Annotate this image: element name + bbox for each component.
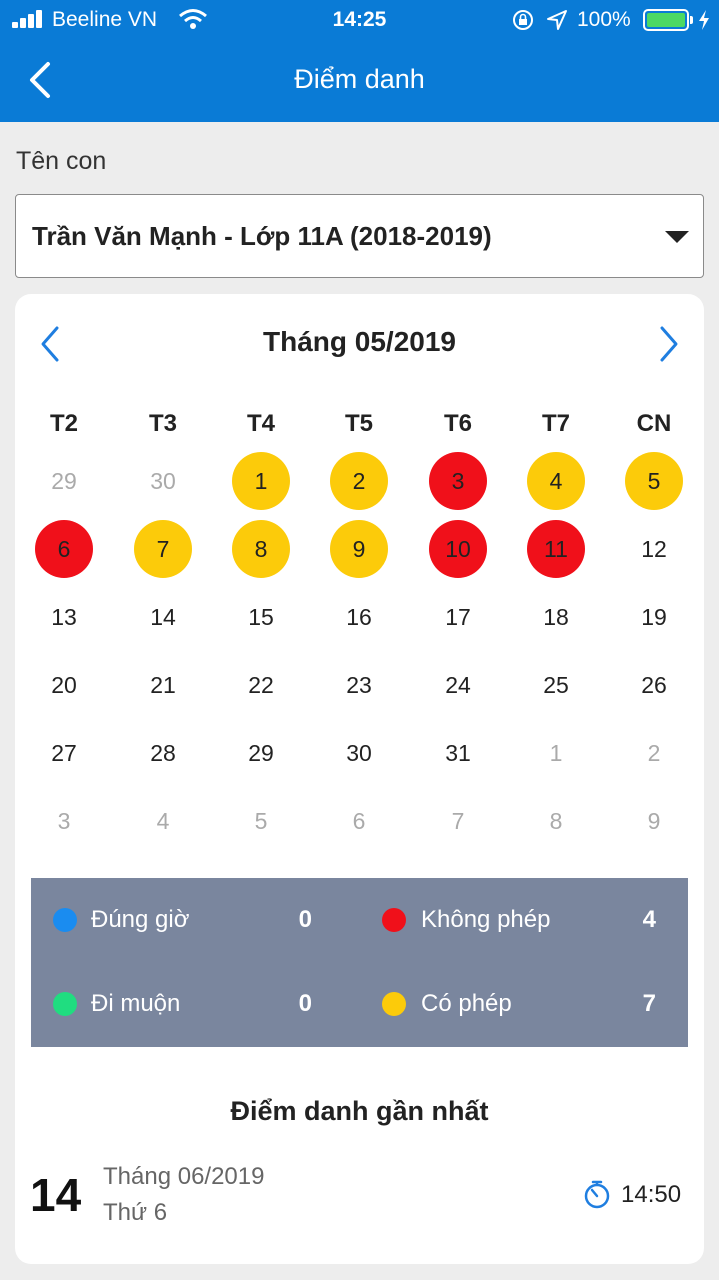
- recent-month: Tháng 06/2019: [103, 1163, 265, 1190]
- calendar-day[interactable]: 30: [346, 740, 372, 766]
- legend-on-time-label: Đúng giờ: [91, 906, 190, 933]
- calendar-day[interactable]: 22: [248, 672, 274, 698]
- calendar-day[interactable]: 4: [156, 808, 170, 834]
- calendar-day[interactable]: 2: [647, 740, 661, 766]
- recent-attendance-title: Điểm danh gần nhất: [230, 1096, 489, 1126]
- weekday-label: T5: [344, 410, 373, 437]
- calendar-day[interactable]: 18: [543, 604, 569, 630]
- calendar-day[interactable]: 9: [330, 520, 388, 578]
- calendar-day[interactable]: 4: [527, 452, 585, 510]
- app-header: [0, 0, 719, 122]
- calendar-day[interactable]: 23: [346, 672, 372, 698]
- legend-unexcused-count: 4: [642, 906, 656, 933]
- recent-weekday: Thứ 6: [103, 1199, 168, 1226]
- calendar-day[interactable]: 29: [51, 468, 77, 494]
- calendar-day[interactable]: 12: [641, 536, 667, 562]
- month-title: Tháng 05/2019: [263, 326, 456, 357]
- child-select-value: Trần Văn Mạnh - Lớp 11A (2018-2019): [32, 221, 492, 251]
- calendar-day[interactable]: 5: [254, 808, 268, 834]
- weekday-label: T7: [541, 410, 570, 437]
- on-time-dot-icon: [53, 908, 77, 932]
- calendar-day[interactable]: 20: [51, 672, 77, 698]
- calendar-day[interactable]: 14: [150, 604, 176, 630]
- chevron-down-icon: [665, 231, 689, 243]
- calendar-day[interactable]: 7: [451, 808, 465, 834]
- next-month-icon[interactable]: [656, 324, 682, 364]
- weekday-label: CN: [636, 410, 672, 437]
- carrier-name: Beeline VN: [52, 8, 158, 31]
- legend-late-count: 0: [298, 990, 312, 1017]
- weekday-label: T2: [49, 410, 78, 437]
- calendar-day[interactable]: 1: [232, 452, 290, 510]
- child-select[interactable]: [15, 194, 704, 278]
- excused-dot-icon: [382, 992, 406, 1016]
- legend-excused-label: Có phép: [421, 990, 512, 1017]
- recent-day: 14: [30, 1169, 82, 1221]
- legend-excused-count: 7: [642, 990, 656, 1017]
- legend-unexcused-label: Không phép: [421, 906, 551, 933]
- calendar-day[interactable]: 24: [445, 672, 471, 698]
- legend-on-time-count: 0: [298, 906, 312, 933]
- calendar-day[interactable]: 27: [51, 740, 77, 766]
- calendar-day[interactable]: 31: [445, 740, 471, 766]
- calendar-day[interactable]: 28: [150, 740, 176, 766]
- attendance-legend: [31, 878, 688, 1047]
- calendar-day[interactable]: 9: [647, 808, 661, 834]
- calendar-day[interactable]: 25: [543, 672, 569, 698]
- weekday-label: T6: [443, 410, 472, 437]
- calendar-day[interactable]: 21: [150, 672, 176, 698]
- rotation-lock-icon: [512, 9, 534, 31]
- location-icon: [546, 9, 568, 31]
- status-time: 14:25: [332, 8, 387, 31]
- weekday-label: T3: [148, 410, 177, 437]
- calendar-day[interactable]: 3: [429, 452, 487, 510]
- calendar-day[interactable]: 2: [330, 452, 388, 510]
- timer-icon: [583, 1179, 611, 1209]
- battery-percent: 100%: [577, 8, 631, 31]
- attendance-card: [15, 294, 704, 1264]
- legend-late-label: Đi muộn: [91, 990, 181, 1017]
- calendar-day[interactable]: 19: [641, 604, 667, 630]
- calendar-day[interactable]: 3: [57, 808, 71, 834]
- calendar-day[interactable]: 11: [527, 520, 585, 578]
- calendar-day[interactable]: 16: [346, 604, 372, 630]
- calendar-day[interactable]: 30: [150, 468, 176, 494]
- status-bar: [0, 0, 719, 40]
- calendar-day[interactable]: 15: [248, 604, 274, 630]
- charging-icon: [697, 9, 711, 31]
- calendar-day[interactable]: 17: [445, 604, 471, 630]
- calendar-day[interactable]: 26: [641, 672, 667, 698]
- weekday-label: T4: [246, 410, 275, 437]
- weekday-header: [15, 410, 704, 446]
- page-title: Điểm danh: [294, 64, 425, 94]
- recent-time: 14:50: [621, 1181, 682, 1208]
- battery-icon: [643, 9, 689, 31]
- battery-tip: [690, 16, 693, 24]
- calendar-day[interactable]: 13: [51, 604, 77, 630]
- calendar-day[interactable]: 29: [248, 740, 274, 766]
- calendar-day[interactable]: 6: [352, 808, 366, 834]
- child-label: Tên con: [16, 147, 107, 175]
- calendar-day[interactable]: 10: [429, 520, 487, 578]
- calendar-day[interactable]: 8: [549, 808, 563, 834]
- calendar-day[interactable]: 1: [549, 740, 563, 766]
- unexcused-dot-icon: [382, 908, 406, 932]
- calendar-day[interactable]: 7: [134, 520, 192, 578]
- calendar-day[interactable]: 8: [232, 520, 290, 578]
- late-dot-icon: [53, 992, 77, 1016]
- calendar-day[interactable]: 5: [625, 452, 683, 510]
- calendar-day[interactable]: 6: [35, 520, 93, 578]
